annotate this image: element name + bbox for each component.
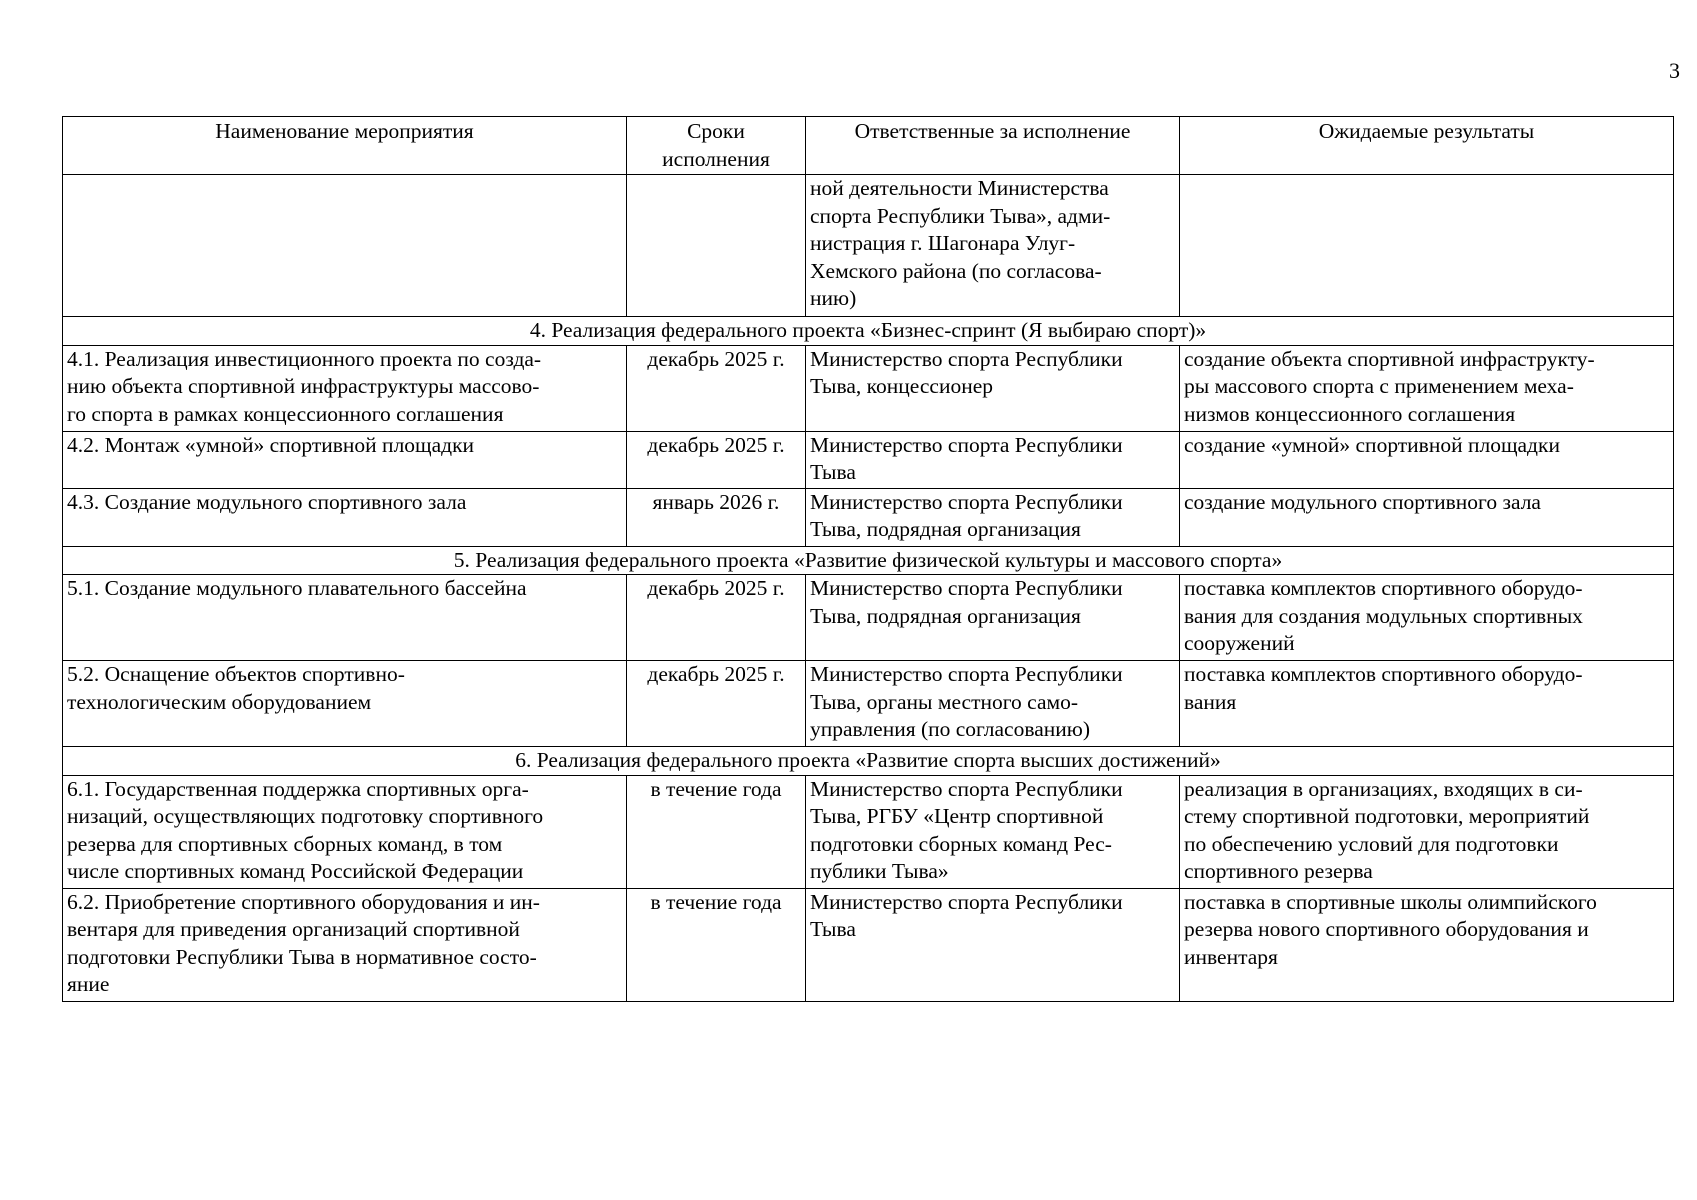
- text-line: Министерство спорта Республики: [810, 662, 1123, 686]
- page-number: 3: [1669, 58, 1680, 83]
- header-responsible: [806, 117, 1180, 175]
- event-result-cell: [1180, 775, 1674, 888]
- text-line: создание «умной» спортивной площадки: [1184, 432, 1560, 457]
- event-term-cell: [627, 661, 806, 747]
- event-responsible-cell: [806, 575, 1180, 661]
- text-line: нистрация г. Шагонара Улуг-: [810, 231, 1076, 255]
- header-terms: [627, 117, 806, 175]
- text-line: Министерство спорта Республики: [810, 889, 1123, 914]
- event-responsible-cell: [806, 345, 1180, 431]
- table-row: [63, 345, 1674, 431]
- text-line: создание объекта спортивной инфраструкту-: [1184, 346, 1595, 371]
- text-line: 6.1. Государственная поддержка спортивных орга-: [67, 776, 529, 801]
- text-line: 5.1. Создание модульного плавательного бассейна: [67, 576, 527, 600]
- table-row: [63, 888, 1674, 1001]
- event-name-cell: [63, 888, 627, 1001]
- text-line: Тыва: [810, 917, 856, 941]
- text-line: нию объекта спортивной инфраструктуры массово-: [67, 374, 540, 398]
- section-title: 6. Реализация федерального проекта «Развитие спорта высших достижений»: [63, 747, 1674, 776]
- text-line: Тыва: [810, 460, 856, 484]
- text-line: Министерство спорта Республики: [810, 489, 1123, 514]
- text-line: Министерство спорта Республики: [810, 432, 1123, 457]
- text-line: вания для создания модульных спортивных: [1184, 603, 1583, 628]
- event-term-cell: [627, 775, 806, 888]
- text-line: в течение года: [650, 889, 782, 914]
- event-name-cell: [63, 661, 627, 747]
- text-line: вентаря для приведения организаций спортивной: [67, 917, 520, 941]
- text-line: подготовки сборных команд Рес-: [810, 831, 1112, 856]
- text-line: ры массового спорта с применением меха-: [1184, 374, 1574, 398]
- section-title: 4. Реализация федерального проекта «Бизнес-спринт (Я выбираю спорт)»: [63, 317, 1674, 346]
- event-result-cell: [1180, 431, 1674, 488]
- text-line: 6.2. Приобретение спортивного оборудования и ин-: [67, 889, 540, 914]
- text-line: 4.1. Реализация инвестиционного проекта по созда-: [67, 346, 542, 371]
- text-line: декабрь 2025 г.: [647, 576, 785, 600]
- text-line: Министерство спорта Республики: [810, 346, 1123, 371]
- event-responsible-cell: [806, 888, 1180, 1001]
- event-responsible-cell: [806, 661, 1180, 747]
- table-row: [63, 575, 1674, 661]
- text-line: яние: [67, 972, 110, 996]
- table-row: [63, 488, 1674, 546]
- text-line: низаций, осуществляющих подготовку спортивного: [67, 804, 544, 828]
- table-header-row: [63, 117, 1674, 175]
- text-line: Хемского района (по согласова-: [810, 258, 1102, 283]
- text-line: Тыва, подрядная организация: [810, 517, 1081, 541]
- table-row: [63, 775, 1674, 888]
- header-results: [1180, 117, 1674, 175]
- event-result-cell: [1180, 888, 1674, 1001]
- continuation-term-cell: [627, 175, 806, 317]
- text-line: Тыва, РГБУ «Центр спортивной: [810, 804, 1104, 828]
- continuation-result-cell: [1180, 175, 1674, 317]
- section-heading-row: [63, 747, 1674, 776]
- header-responsible-text: Ответственные за исполнение: [854, 119, 1131, 143]
- continuation-responsible-cell: [806, 175, 1180, 317]
- text-line: стему спортивной подготовки, мероприятий: [1184, 804, 1590, 828]
- text-line: поставка комплектов спортивного оборудо-: [1184, 662, 1583, 686]
- text-line: инвентаря: [1184, 944, 1278, 969]
- table-row: [63, 661, 1674, 747]
- event-name-cell: [63, 488, 627, 546]
- event-name-cell: [63, 431, 627, 488]
- text-line: спорта Республики Тыва», адми-: [810, 203, 1111, 228]
- text-line: ной деятельности Министерства: [810, 176, 1109, 200]
- event-result-cell: [1180, 345, 1674, 431]
- event-name-cell: [63, 775, 627, 888]
- text-line: нию): [810, 286, 857, 310]
- events-plan-table: [62, 116, 1674, 1002]
- header-terms-line-2: исполнения: [662, 146, 770, 171]
- event-term-cell: [627, 888, 806, 1001]
- text-line: го спорта в рамках концессионного соглашения: [67, 401, 504, 426]
- text-line: низмов концессионного соглашения: [1184, 401, 1516, 426]
- text-line: по обеспечению условий для подготовки: [1184, 831, 1559, 856]
- text-line: Тыва, органы местного само-: [810, 689, 1079, 714]
- event-result-cell: [1180, 575, 1674, 661]
- header-name: [63, 117, 627, 175]
- text-line: 4.3. Создание модульного спортивного зала: [67, 489, 467, 514]
- text-line: реализация в организациях, входящих в си-: [1184, 776, 1583, 801]
- header-terms-line-1: Сроки: [687, 119, 745, 143]
- text-line: 4.2. Монтаж «умной» спортивной площадки: [67, 432, 475, 457]
- table-row: [63, 431, 1674, 488]
- text-line: поставка в спортивные школы олимпийского: [1184, 889, 1597, 914]
- event-name-cell: [63, 345, 627, 431]
- event-term-cell: [627, 431, 806, 488]
- event-result-cell: [1180, 661, 1674, 747]
- text-line: декабрь 2025 г.: [647, 432, 785, 457]
- text-line: спортивного резерва: [1184, 859, 1373, 883]
- text-line: поставка комплектов спортивного оборудо-: [1184, 576, 1583, 600]
- section-heading-row: [63, 546, 1674, 575]
- text-line: технологическим оборудованием: [67, 689, 372, 714]
- text-line: резерва для спортивных сборных команд, в том: [67, 831, 503, 856]
- event-term-cell: [627, 488, 806, 546]
- text-line: январь 2026 г.: [652, 489, 780, 514]
- text-line: Министерство спорта Республики: [810, 576, 1123, 600]
- event-term-cell: [627, 575, 806, 661]
- event-responsible-cell: [806, 775, 1180, 888]
- section-heading-row: [63, 317, 1674, 346]
- event-responsible-cell: [806, 431, 1180, 488]
- text-line: Тыва, подрядная организация: [810, 603, 1081, 628]
- text-line: сооружений: [1184, 631, 1295, 655]
- text-line: декабрь 2025 г.: [647, 346, 785, 371]
- event-responsible-cell: [806, 488, 1180, 546]
- text-line: в течение года: [650, 776, 782, 801]
- text-line: публики Тыва»: [810, 859, 949, 883]
- event-term-cell: [627, 345, 806, 431]
- text-line: Министерство спорта Республики: [810, 776, 1123, 801]
- text-line: декабрь 2025 г.: [647, 662, 785, 686]
- event-name-cell: [63, 575, 627, 661]
- text-line: подготовки Республики Тыва в нормативное состо-: [67, 944, 537, 969]
- text-line: 5.2. Оснащение объектов спортивно-: [67, 662, 405, 686]
- header-results-text: Ожидаемые результаты: [1318, 119, 1535, 143]
- section-title: 5. Реализация федерального проекта «Развитие физической культуры и массового спорта»: [63, 546, 1674, 575]
- continuation-row: [63, 175, 1674, 317]
- text-line: резерва нового спортивного оборудования и: [1184, 917, 1589, 941]
- continuation-name-cell: [63, 175, 627, 317]
- text-line: управления (по согласованию): [810, 717, 1090, 741]
- event-result-cell: [1180, 488, 1674, 546]
- text-line: числе спортивных команд Российской Федерации: [67, 859, 524, 883]
- text-line: вания: [1184, 689, 1237, 714]
- header-name-text: Наименование мероприятия: [215, 119, 474, 143]
- text-line: создание модульного спортивного зала: [1184, 489, 1541, 514]
- text-line: Тыва, концессионер: [810, 374, 994, 398]
